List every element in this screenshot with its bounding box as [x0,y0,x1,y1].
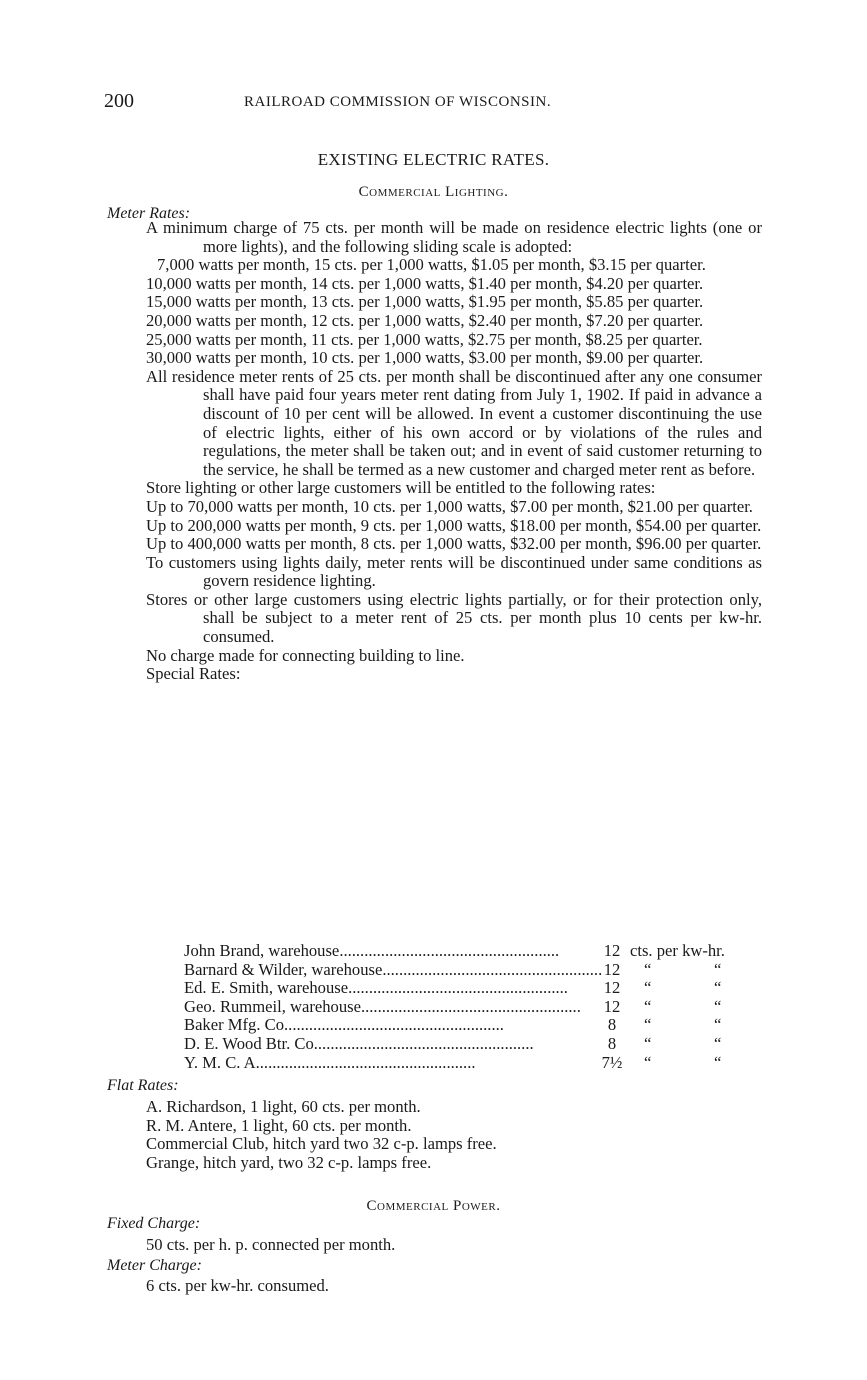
special-rate-row [184,942,764,961]
special-rate-name: Y. M. C. A..................................................... [184,1052,476,1072]
scale-item: 10,000 watts per month, 14 cts. per 1,000 watts, $1.40 per month, $4.20 per quarter. [146,273,704,293]
special-rate-row [184,1016,764,1035]
daily-users-paragraph: To customers using lights daily, meter rents will be discontinued under same conditions as govern residence lighting. [146,552,762,591]
flat-rate-item: Commercial Club, hitch yard two 32 c-p. lamps free. [146,1134,497,1154]
ditto-mark: “ [714,1052,722,1072]
special-rates-label: Special Rates: [146,664,241,684]
special-rate-row [184,1054,764,1073]
special-rate-row [184,979,764,998]
flat-rate-item: R. M. Antere, 1 light, 60 cts. per month. [146,1115,412,1135]
page-number: 200 [104,90,134,112]
special-rate-value: 8 [607,1015,617,1035]
meter-charge-text: 6 cts. per kw-hr. consumed. [146,1276,329,1295]
special-rate-value: 12 [603,996,621,1016]
scale-item: 25,000 watts per month, 11 cts. per 1,000 watts, $2.75 per month, $8.25 per quarter. [146,329,703,349]
special-rates-table [184,942,764,1072]
flat-rate-item: A. Richardson, 1 light, 60 cts. per month. [146,1097,421,1116]
commercial-lighting-heading: Commercial Lighting. [358,184,509,200]
special-rate-unit: cts. per kw-hr. [630,941,725,960]
flat-rate-item: Grange, hitch yard, two 32 c-p. lamps free. [146,1152,432,1172]
scale-item: 30,000 watts per month, 10 cts. per 1,000 watts, $3.00 per month, $9.00 per quarter. [146,348,704,368]
scale-item: 20,000 watts per month, 12 cts. per 1,000 watts, $2.40 per month, $7.20 per quarter. [146,310,704,330]
special-rate-name: John Brand, warehouse..................................................... [184,941,560,960]
store-intro-paragraph: Store lighting or other large customers will be entitled to the following rates: [146,478,656,498]
special-rate-name: Baker Mfg. Co..................................................... [184,1015,504,1035]
scale-item: 15,000 watts per month, 13 cts. per 1,000 watts, $1.95 per month, $5.85 per quarter. [146,292,704,312]
special-rate-value: 7½ [601,1052,623,1072]
flat-rates-list [146,1098,762,1172]
special-rate-value: 8 [607,1033,617,1053]
special-rate-value: 12 [603,959,621,979]
minimum-charge-paragraph: A minimum charge of 75 cts. per month will be made on residence electric lights (one or more lights), and the following sliding scale is adopted: [146,218,762,256]
store-rate-item: Up to 400,000 watts per month, 8 cts. per 1,000 watts, $32.00 per month, $96.00 per quarter. [146,534,762,554]
ditto-mark: “ [714,1033,722,1053]
store-rate-item: Up to 200,000 watts per month, 9 cts. per 1,000 watts, $18.00 per month, $54.00 per quarter. [146,515,762,535]
ditto-mark: “ [644,996,652,1016]
special-rate-name: Geo. Rummeil, warehouse..................................................... [184,996,581,1016]
ditto-mark: “ [714,978,722,998]
ditto-mark: “ [714,1015,722,1035]
ditto-mark: “ [644,959,652,979]
fixed-charge-text: 50 cts. per h. p. connected per month. [146,1235,396,1254]
special-rate-row [184,961,764,980]
section-title: EXISTING ELECTRIC RATES. [317,150,550,169]
fixed-charge-label: Fixed Charge: [107,1215,201,1232]
ditto-mark: “ [714,959,722,979]
flat-rates-label: Flat Rates: [107,1077,179,1094]
meter-rates-section [146,219,762,684]
ditto-mark: “ [644,978,652,998]
scale-item: 7,000 watts per month, 15 cts. per 1,000 watts, $1.05 per month, $3.15 per quarter. [157,255,706,275]
special-rate-row [184,1035,764,1054]
partial-users-paragraph: Stores or other large customers using electric lights partially, or for their protection only, shall be subject to a meter rent of 25 cts. per month plus 10 cents per kw-hr. consumed. [146,589,762,647]
meter-charge-label: Meter Charge: [107,1257,202,1274]
page-header [104,90,764,118]
special-rate-name: D. E. Wood Btr. Co..................................................... [184,1033,534,1053]
meter-rates-label: Meter Rates: [107,205,191,222]
no-charge-line: No charge made for connecting building to line. [146,645,465,665]
special-rate-row [184,998,764,1017]
commercial-power-heading: Commercial Power. [366,1198,501,1214]
ditto-mark: “ [644,1015,652,1035]
special-rate-name: Barnard & Wilder, warehouse..................................................... [184,959,603,979]
running-head: RAILROAD COMMISSION OF WISCONSIN. [244,94,552,110]
ditto-mark: “ [714,996,722,1016]
meter-rent-paragraph: All residence meter rents of 25 cts. per month shall be discontinued after any one consumer shall have paid four years meter rent dating from July 1, 1902. If paid in advance a discount of 10 per cent will be allowed. In event a customer discontinuing the use of electric lights, either of his own accord or by violations of the rules and regulations, the meter shall be taken out; and in event of said customer returning to the service, he shall be termed as a new customer and charged meter rent as before. [146,366,762,479]
special-rate-value: 12 [603,941,621,960]
ditto-mark: “ [644,1033,652,1053]
special-rate-name: Ed. E. Smith, warehouse..................................................... [184,978,568,998]
store-rate-item: Up to 70,000 watts per month, 10 cts. per 1,000 watts, $7.00 per month, $21.00 per quarter. [146,496,753,516]
special-rate-value: 12 [603,978,621,998]
ditto-mark: “ [644,1052,652,1072]
